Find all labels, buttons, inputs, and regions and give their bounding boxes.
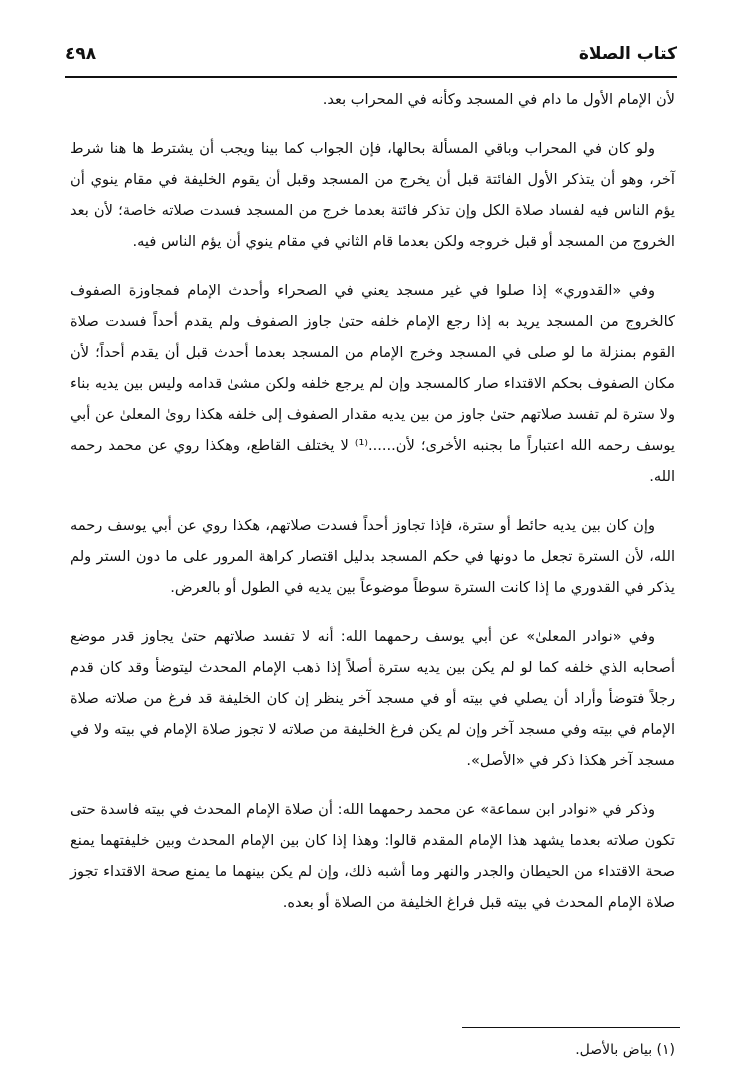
paragraph: وفي «القدوري» إذا صلوا في غير مسجد يعني في الصحراء وأحدث الإمام فمجاوزة الصفوف كالخروج من المسجد يريد به إذا رجع الإمام خلفه حتىٰ جاوز الصفوف ولم يقدم أحداً فسدت صلاة القوم بمنزلة ما لو صلى في المسجد وخرج الإمام من المسجد بعدما أحدث قبل أن يقدم أحداً؛ لأن مكان الصفوف بحكم الاقتداء صار كالمسجد وإن لم يرجع خلفه ولكن مشىٰ قدامه وليس بين يديه بناء ولا سترة لم تفسد صلاتهم حتىٰ جاوز من بين يديه مقدار الصفوف إلى خلفه هكذا روىٰ المعلىٰ عن أبي يوسف رحمه الله اعتباراً ما بجنبه الأخرى؛ لأن......⁽¹⁾ لا يختلف القاطع، وهكذا روي عن محمد رحمه الله. (70, 282, 675, 485)
chapter-title: كتاب الصلاة (578, 44, 677, 64)
page-body (70, 84, 675, 936)
paragraph: وإن كان بين يديه حائط أو سترة، فإذا تجاوز أحداً فسدت صلاتهم، هكذا روي عن أبي يوسف رحمه الله، لأن السترة تجعل ما دونها في حكم المسجد بدليل اقتصار كراهة المرور على ما دون الستر ولم يذكر في القدوري ما إذا كانت السترة سوطاً موضوعاً بين يديه في الطول أو بالعرض. (70, 517, 675, 596)
paragraph: وفي «نوادر المعلىٰ» عن أبي يوسف رحمهما الله: أنه لا تفسد صلاتهم حتىٰ يجاوز قدر موضع أصحابه الذي خلفه كما لو لم يكن بين يديه سترة أصلاً إذا ذهب الإمام المحدث ليتوضأ وقد كان قدم رجلاً فتوضأ وأراد أن يصلي في بيته أو في مسجد آخر ينظر إن كان الخليفة قد فرغ من صلاته صلاة الإمام في بيته وفي مسجد آخر وإن لم يكن فرغ الخليفة من صلاته لا تجوز صلاة الإمام في بيته ولا في مسجد آخر هكذا ذكر في «الأصل». (70, 628, 675, 769)
paragraph: لأن الإمام الأول ما دام في المسجد وكأنه في المحراب بعد. (322, 91, 675, 108)
header-rule (65, 76, 677, 78)
page-number: ٤٩٨ (65, 44, 97, 64)
paragraph: وذكر في «نوادر ابن سماعة» عن محمد رحمهما الله: أن صلاة الإمام المحدث في بيته فاسدة حتى تكون صلاته بعدما يشهد هذا الإمام المقدم قالوا: وهذا إذا كان بين الإمام المحدث وبين خليفتهما يمنع صحة الاقتداء من الحيطان والجدر والنهر وما أشبه ذلك، وإن لم يكن بينهما ما يمنع صحة الاقتداء تجوز صلاة الإمام المحدث في بيته قبل فراغ الخليفة من الصلاة أو بعده. (70, 801, 675, 911)
paragraph: ولو كان في المحراب وباقي المسألة بحالها، فإن الجواب كما بينا ويجب أن يشترط ها هنا شرط آخر، وهو أن يتذكر الأول الفائتة قبل أن يخرج من المسجد وقبل أن يقوم الخليفة في مقام ينوي أن يؤم الناس فيه لفساد صلاة الكل وإن تذكر فائتة بعدما خرج من المسجد فسدت صلاته خاصة؛ لأن بعد الخروج من المسجد أو قبل خروجه ولكن بعدما قام الثاني في مقام ينوي أن يؤم الناس فيه. (70, 140, 675, 250)
footnote: (١) بياض بالأصل. (575, 1042, 675, 1058)
page-header (65, 36, 677, 72)
footnote-rule (462, 1027, 680, 1028)
